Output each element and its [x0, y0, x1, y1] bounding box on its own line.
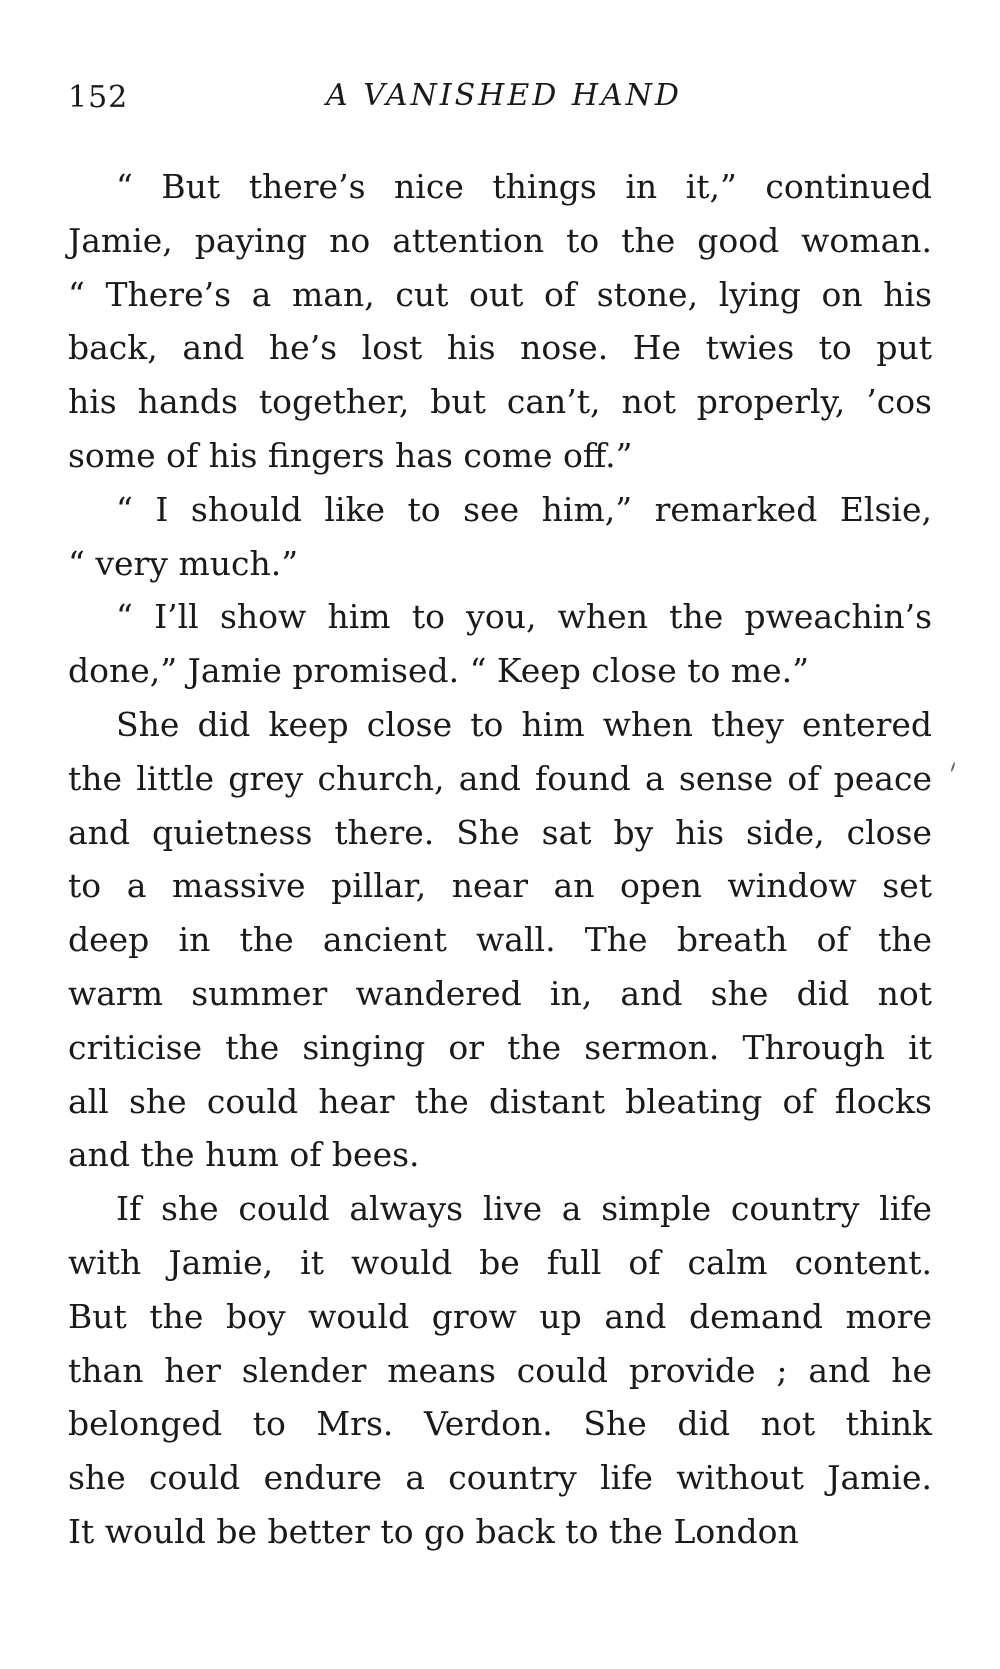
text-line: the little grey church, and found a sense of peace	[68, 758, 932, 798]
text-line: his hands together, but can’t, not properly, ’cos	[68, 382, 932, 422]
body-text	[68, 160, 932, 1559]
text-line: “ I should like to see him,” remarked Elsie,	[116, 489, 932, 529]
text-line: criticise the singing or the sermon. Through it	[68, 1027, 932, 1067]
paragraph	[68, 1182, 932, 1559]
running-title: A VANISHED HAND	[326, 78, 682, 113]
text-line: belonged to Mrs. Verdon. She did not think	[68, 1404, 932, 1444]
text-line: done,” Jamie promised. “ Keep close to me.”	[68, 651, 810, 691]
text-line: “ But there’s nice things in it,” continued	[116, 167, 932, 206]
paragraph	[68, 160, 932, 483]
text-line: Jamie, paying no attention to the good woman.	[68, 220, 932, 260]
text-line: than her slender means could provide ; and he	[68, 1350, 932, 1390]
text-line: to a massive pillar, near an open window set	[68, 866, 932, 906]
text-line: “ There’s a man, cut out of stone, lying on his	[68, 274, 932, 314]
text-line: If she could always live a simple country life	[116, 1189, 932, 1229]
text-line: “ very much.”	[68, 543, 299, 583]
paragraph	[68, 483, 932, 591]
paragraph	[68, 590, 932, 698]
text-line: warm summer wandered in, and she did not	[68, 973, 932, 1013]
text-line: “ I’ll show him to you, when the pweachin’s	[116, 597, 932, 637]
page-header	[68, 78, 940, 128]
margin-mark	[950, 762, 955, 772]
text-line: all she could hear the distant bleating of flocks	[68, 1081, 932, 1121]
text-line: But the boy would grow up and demand more	[68, 1296, 932, 1336]
text-line: She did keep close to him when they entered	[116, 704, 932, 744]
text-line: with Jamie, it would be full of calm content.	[68, 1242, 932, 1282]
paragraph	[68, 698, 932, 1182]
text-line: and the hum of bees.	[68, 1135, 420, 1175]
text-line: back, and he’s lost his nose. He twies to put	[68, 328, 932, 368]
text-line: deep in the ancient wall. The breath of the	[68, 920, 932, 960]
text-line: she could endure a country life without Jamie.	[68, 1458, 932, 1498]
text-line: some of his fingers has come off.”	[68, 435, 633, 475]
page-number: 152	[68, 80, 129, 115]
text-line: It would be better to go back to the London	[68, 1511, 799, 1551]
text-line: and quietness there. She sat by his side, close	[68, 812, 932, 852]
